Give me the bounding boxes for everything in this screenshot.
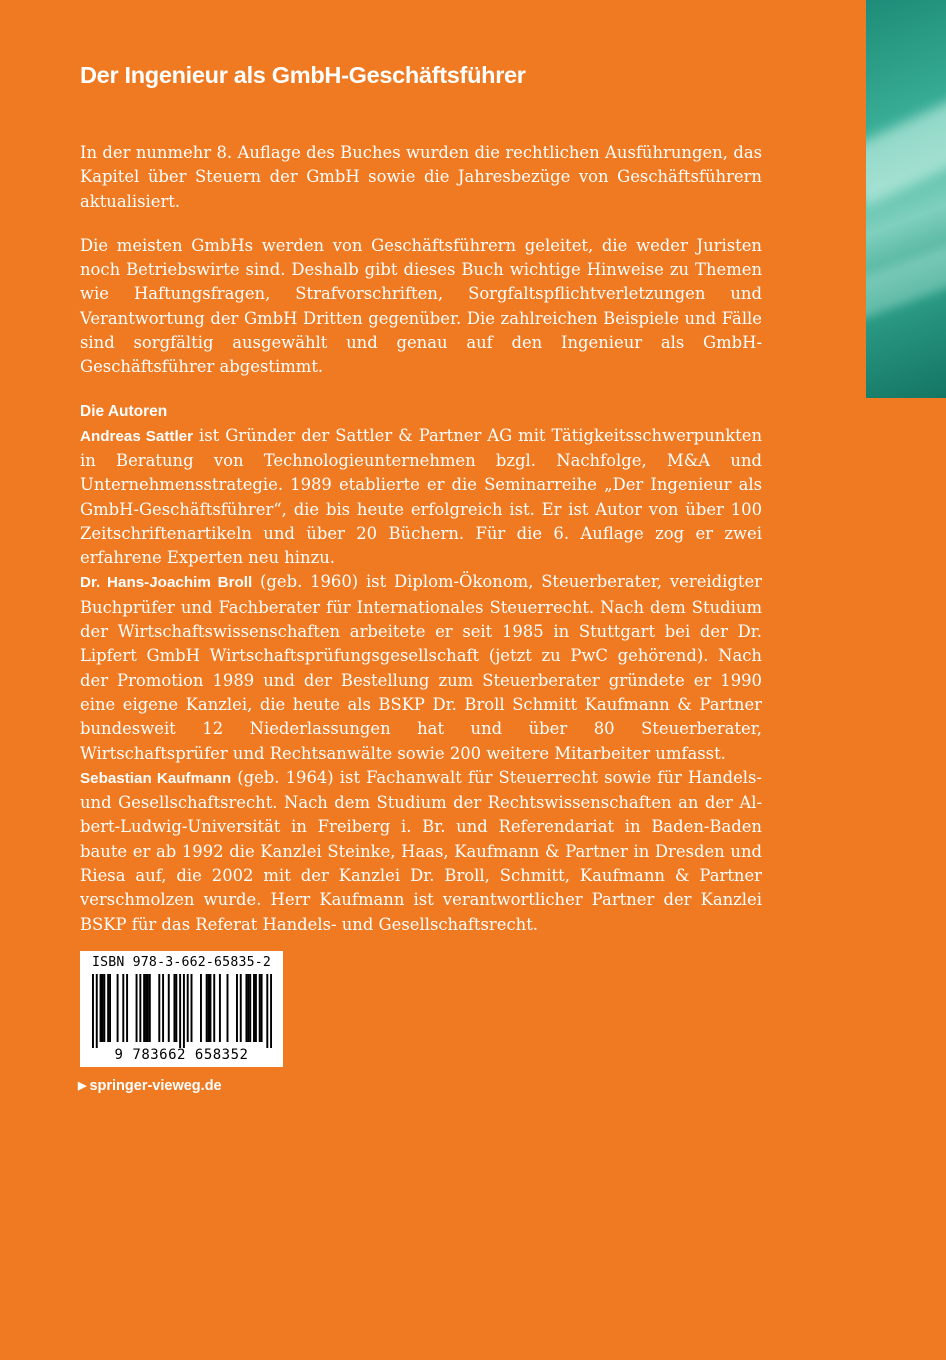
barcode-bar: [99, 974, 101, 1042]
author-name: Dr. Hans-Joachim Broll: [80, 574, 253, 592]
barcode-bar: [139, 974, 141, 1042]
barcode-bar: [162, 974, 164, 1042]
barcode-bar: [226, 974, 228, 1042]
book-title: Der Ingenieur als GmbH-Geschäftsführer: [80, 62, 526, 88]
barcode-bar: [254, 974, 256, 1042]
barcode-bar: [245, 974, 247, 1042]
barcode-bar: [146, 974, 148, 1042]
barcode-bar: [103, 974, 105, 1042]
barcode-bar: [109, 974, 111, 1042]
barcode-bar: [247, 974, 249, 1042]
author-name: Andreas Sattler: [80, 427, 194, 445]
barcode-bar: [182, 974, 184, 1048]
authors-heading: Die Autoren: [80, 402, 168, 420]
barcode-bar: [236, 974, 238, 1042]
intro-paragraph-1: In der nunmehr 8. Auflage des Buches wurden die rechtlichen Ausführungen, das Kapitel über Steuern der GmbH sowie die Jahresbezüge von Geschäftsführern aktualisiert.: [80, 143, 762, 211]
author-bio-text: (geb. 1964) ist Fachanwalt für Steuerrecht sowie für Handels- und Gesellschaftsrecht. Nach dem Studium der Rechtswissenschaften an der Albert-Ludwig-Universität in Freiberg i. Br. und Referendariat in Baden-Baden baute er ab 1992 die Kanzlei Steinke, Haas, Kaufmann & Partner in Dresden und Riesa auf, die 2002 mit der Kanzlei Dr. Broll, Schmitt, Kaufmann & Partner verschmolzen wurde. Herr Kaufmann ist verantwortlicher Partner der Kanzlei BSKP für das Referat Handels- und Gesellschaftsrecht.: [80, 767, 762, 934]
barcode-icon: [92, 974, 272, 1048]
barcode-bar: [253, 974, 255, 1042]
barcode-bar: [95, 974, 97, 1048]
author-bio-broll: [80, 570, 762, 765]
barcode-bar: [209, 974, 211, 1042]
barcode-bar: [213, 974, 215, 1042]
barcode-bar: [158, 974, 160, 1042]
author-bio-text: ist Gründer der Sattler & Partner AG mit Tätigkeitsschwerpunkten in Beratung von Technologieunternehmen bzgl. Nachfolge, M&A und Unternehmensstrategie. 1989 etablierte er die Seminarreihe „Der Ingenieur als GmbH-Geschäftsführer“, die bis heute erfolgreich ist. Er ist Autor von über 100 Zeitschriftenartikeln und über 20 Büchern. Für die 6. Auflage zog er zwei erfahrene Experten neu hinzu.: [80, 425, 763, 568]
publisher-website[interactable]: [78, 1078, 222, 1094]
barcode-bar: [145, 974, 147, 1042]
author-name: Sebastian Kaufmann: [80, 769, 232, 787]
barcode-bar: [92, 974, 94, 1048]
barcode-bar: [179, 974, 181, 1048]
decorative-teal-strip: [866, 0, 946, 398]
barcode-bar: [200, 974, 202, 1042]
isbn-label: ISBN 978-3-662-65835-2: [91, 955, 272, 970]
barcode-bar: [249, 974, 251, 1042]
barcode-bar: [173, 974, 175, 1042]
barcode-bar: [190, 974, 192, 1042]
isbn-barcode-box: [80, 951, 283, 1067]
barcode-bar: [175, 974, 177, 1042]
barcode-bar: [270, 974, 272, 1048]
barcode-bar: [260, 974, 262, 1042]
barcode-bar: [135, 974, 137, 1042]
barcode-bar: [116, 974, 118, 1042]
barcode-bar: [239, 974, 241, 1042]
barcode-bar: [143, 974, 145, 1042]
author-bio-text: (geb. 1960) ist Diplom-Ökonom, Steuerberater, vereidigter Buchprüfer und Fachberater für Internationales Steuerrecht. Nach dem Studium der Wirtschaftswissenschaften arbeitete er seit 1985 in Stuttgart bei der Dr. Lipfert GmbH Wirtschaftsprüfungsgesellschaft (jetzt zu PwC gehörend). Nach der Promotion 1989 und der Bestellung zum Steuerberater gründete er 1990 eine eigene Kanzlei, die heute als BSKP Dr. Broll Schmitt Kaufmann & Partner bundesweit 12 Niederlassungen hat und über 80 Steuerberater, Wirtschaftsprüfer und Rechtsanwälte sowie 200 weitere Mitarbeiter umfasst.: [80, 572, 762, 763]
barcode-bar: [218, 974, 220, 1042]
author-bio-kaufmann: [80, 766, 762, 937]
barcode-bar: [126, 974, 128, 1042]
barcode-bar: [122, 974, 124, 1042]
barcode-bar: [205, 974, 207, 1042]
barcode-bar: [186, 974, 188, 1042]
arrow-right-icon: ▶: [78, 1080, 87, 1092]
barcode-bar: [266, 974, 268, 1048]
barcode-bar: [148, 974, 150, 1042]
barcode-bar: [101, 974, 103, 1042]
intro-paragraph-2: Die meisten GmbHs werden von Geschäftsführern geleitet, die weder Juristen noch Betriebswirte sind. Deshalb gibt dieses Buch wichtige Hinweise zu Themen wie Haftungsfragen, Strafvorschriften, Sorgfaltspflichtverletzungen und Verantwortung der GmbH Dritten gegenüber. Die zahlreichen Beispiele und Fälle sind sorgfältig ausgewählt und genau auf den Ingenieur als GmbH-Geschäftsführer abgestimmt.: [80, 235, 762, 377]
author-bio-sattler: [80, 424, 762, 571]
website-text: springer-vieweg.de: [89, 1078, 222, 1094]
barcode-bar: [207, 974, 209, 1042]
barcode-bar: [167, 974, 169, 1042]
barcode-bar: [258, 974, 260, 1042]
barcode-bar: [107, 974, 109, 1042]
blurb-text: [80, 141, 762, 937]
barcode-digits: 9 783662 658352: [114, 1047, 249, 1063]
